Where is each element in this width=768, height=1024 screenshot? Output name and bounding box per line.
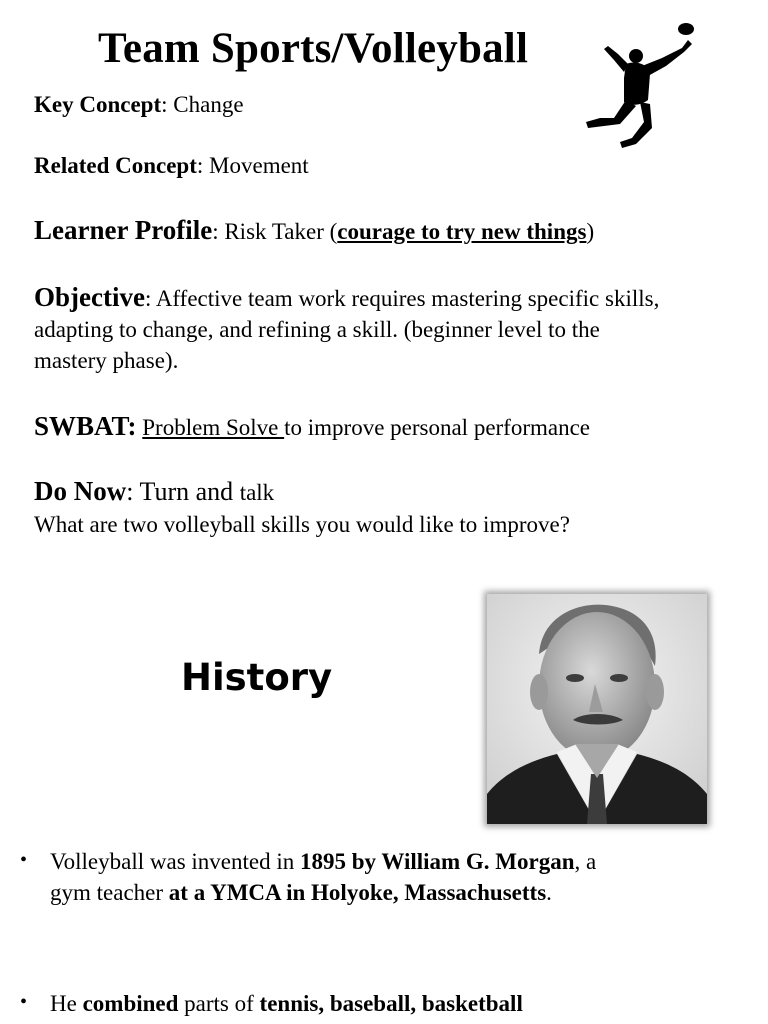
bullet-1-text-3: gym teacher	[50, 880, 169, 905]
bullet-1-text-2: , a	[574, 849, 597, 874]
bullet-2	[50, 988, 750, 1019]
related-concept-line	[34, 153, 309, 179]
objective-block	[34, 282, 754, 376]
do-now-line	[34, 476, 274, 507]
bullet-1-bold-2: at a YMCA in Holyoke, Massachusetts	[168, 880, 547, 905]
bullet-1-dot: •	[20, 849, 28, 871]
swbat-label: SWBAT:	[34, 411, 137, 441]
do-now-sep: :	[126, 477, 140, 506]
bullet-1-text-4: .	[546, 880, 552, 905]
do-now-question: What are two volleyball skills you would like to improve?	[34, 512, 570, 537]
bullet-2-text-2: parts of	[178, 991, 260, 1016]
objective-line-3: mastery phase).	[34, 348, 179, 373]
do-now-instruction-tail: talk	[239, 480, 275, 505]
learner-profile-sep: :	[212, 219, 225, 244]
learner-profile-emphasis: courage to try new things	[337, 219, 587, 244]
do-now-instruction: Turn and	[139, 477, 240, 506]
swbat-line	[34, 411, 590, 442]
learner-profile-value: Risk Taker (	[224, 219, 338, 244]
key-concept-label: Key Concept	[34, 92, 162, 117]
bullet-2-text: He	[50, 991, 83, 1016]
bullet-2-dot: •	[20, 991, 28, 1013]
do-now-label: Do Now	[34, 476, 127, 506]
key-concept-value: : Change	[161, 92, 244, 117]
bullet-2-bold: combined	[82, 991, 179, 1016]
bullet-1-bold: 1895 by William G. Morgan	[299, 849, 575, 874]
related-concept-value: : Movement	[196, 153, 309, 178]
history-heading: History	[181, 656, 333, 699]
volleyball-player-silhouette-icon	[578, 18, 706, 150]
learner-profile-close: )	[586, 219, 595, 244]
page-title: Team Sports/Volleyball	[98, 25, 529, 72]
key-concept-line	[34, 92, 244, 118]
objective-line-2: adapting to change, and refining a skill. (beginner level to the	[34, 317, 600, 342]
bullet-1	[50, 846, 750, 908]
objective-label: Objective	[34, 282, 145, 312]
related-concept-label: Related Concept	[34, 153, 197, 178]
learner-profile-line	[34, 215, 594, 246]
learner-profile-label: Learner Profile	[34, 215, 213, 245]
portrait-photo	[487, 594, 707, 824]
objective-line-1: : Affective team work requires mastering specific skills,	[144, 286, 660, 311]
swbat-underlined: Problem Solve	[142, 415, 285, 440]
bullet-1-text: Volleyball was invented in	[50, 849, 300, 874]
bullet-2-bold-2: tennis, baseball, basketball	[259, 991, 523, 1016]
swbat-rest: to improve personal performance	[284, 415, 591, 440]
